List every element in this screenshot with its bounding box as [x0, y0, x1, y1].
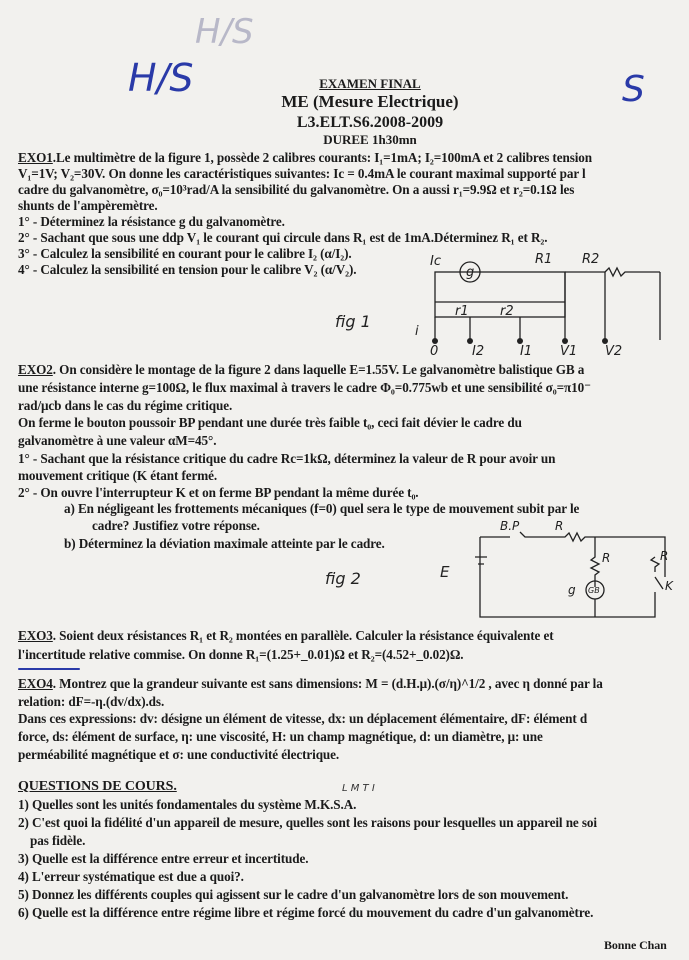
exo2-label: EXO2 — [18, 362, 53, 377]
exo2-text: rad/μcb dans le cas du régime critique. — [18, 398, 233, 413]
handwritten-underline — [18, 668, 80, 670]
exam-title: EXAMEN FINAL — [319, 76, 421, 91]
exo4-text: Dans ces expressions: dv: désigne un élément de vitesse, dx: un déplacement élémentaire, dF: élément d — [18, 711, 588, 726]
fig1-label: I2 — [472, 344, 485, 359]
exam-subject: ME (Mesure Electrique) — [281, 92, 459, 111]
figure-2-circuit — [310, 512, 689, 624]
exo1-q3: 3° - Calculez la sensibilité en courant pour le calibre I₂ (α/I₂). — [18, 246, 352, 261]
exo2-q2: 2° - On ouvre l'interrupteur K et on ferme BP pendant la même durée t₀. — [18, 485, 419, 500]
figure-1-circuit — [320, 247, 689, 360]
exo1-q1: 1° - Déterminez la résistance g du galvanomètre. — [18, 214, 285, 229]
exam-duration: DUREE 1h30mn — [323, 132, 417, 147]
exo2-text: mouvement critique (K étant fermé. — [18, 468, 218, 483]
fig1-label: R1 — [535, 252, 553, 267]
fig2-label: K — [665, 579, 673, 593]
exo3-text: . Soient deux résistances R₁ et R₂ montées en parallèle. Calculer la résistance équivalente et — [52, 628, 554, 643]
question-item: 3) Quelle est la différence entre erreur et incertitude. — [18, 851, 309, 866]
exo4-text: force, ds: élément de surface, η: une viscosité, H: un champ magnétique, d: un diamètre, μ: une — [18, 729, 543, 744]
fig1-caption: fig 1 — [335, 312, 371, 331]
question-item: 5) Donnez les différents couples qui agissent sur le cadre d'un galvanomètre lors de son mouvement. — [18, 887, 569, 902]
exo2-qb: b) Déterminez la déviation maximale atteinte par le cadre. — [64, 536, 385, 551]
fig2-label: R — [660, 549, 669, 563]
questions-title: QUESTIONS DE COURS. — [18, 779, 177, 794]
question-item: pas fidèle. — [30, 833, 86, 848]
fig1-label: I1 — [520, 344, 533, 359]
question-item: 6) Quelle est la différence entre régime libre et régime forcé du mouvement du cadre d'un galvanomètre. — [18, 905, 594, 920]
fig1-label: V1 — [560, 344, 578, 359]
exo1-text: .Le multimètre de la figure 1, possède 2 calibres courants: I₁=1mA; I₂=100mA et 2 calibres tension — [52, 150, 593, 165]
exo2-text: . On considère le montage de la figure 2 dans laquelle E=1.55V. Le galvanomètre balistique GB a — [52, 362, 585, 377]
fig1-label: r2 — [500, 304, 514, 319]
faded-handwritten-mark: H/S — [195, 12, 254, 52]
exo3-text: l'incertitude relative commise. On donne R₁=(1.25+_0.01)Ω et R₂=(4.52+_0.02)Ω. — [18, 647, 464, 662]
exo1-q4: 4° - Calculez la sensibilité en tension pour le calibre V₂ (α/V₂). — [18, 262, 357, 277]
fig1-label: i — [415, 324, 419, 339]
exo1-text: shunts de l'ampèremètre. — [18, 198, 158, 213]
exo4-text: . Montrez que la grandeur suivante est sans dimensions: M = (d.H.μ).(σ/η)^1/2 , avec η donné par la — [52, 676, 603, 691]
fig2-caption: fig 2 — [325, 569, 361, 588]
exo4-text: relation: dF=-η.(dv/dx).ds. — [18, 694, 165, 709]
exo1-q2: 2° - Sachant que sous une ddp V₁ le courant qui circule dans R₁ est de 1mA.Déterminez R₁ et R₂. — [18, 230, 548, 245]
handwritten-mark: H/S — [128, 56, 194, 100]
exam-class: L3.ELT.S6.2008-2009 — [296, 114, 444, 131]
fig1-label: V2 — [605, 344, 623, 359]
handwritten-grade: S — [622, 69, 645, 110]
exo4-text: perméabilité magnétique et σ: une conductivité électrique. — [18, 747, 340, 762]
exo1-text: V₁=1V; V₂=30V. On donne les caractéristiques suivantes: Ic = 0.4mA le courant maximal supporté par l — [18, 166, 586, 181]
question-item: 1) Quelles sont les unités fondamentales du système M.K.S.A. — [18, 797, 357, 812]
exo2-text: On ferme le bouton poussoir BP pendant une durée très faible t₀, ceci fait dévier le cadre du — [18, 415, 522, 430]
fig1-label: R2 — [582, 252, 600, 267]
fig1-label: Ic — [430, 254, 441, 269]
closing-text: Bonne Chan — [604, 938, 667, 952]
fig2-label: GB — [588, 586, 600, 595]
exo1-label: EXO1 — [18, 150, 53, 165]
fig1-label: r1 — [455, 304, 469, 319]
exo2-qa: a) En négligeant les frottements mécaniques (f=0) quel sera le type de mouvement subit par le — [64, 501, 580, 516]
fig1-label: g — [466, 265, 475, 280]
fig2-label: g — [568, 583, 576, 597]
exo2-text: galvanomètre à une valeur αM=45°. — [18, 433, 217, 448]
exo3-label: EXO3 — [18, 628, 53, 643]
fig2-label: R — [555, 519, 564, 533]
exo2-qa: cadre? Justifiez votre réponse. — [92, 518, 260, 533]
exo2-q1: 1° - Sachant que la résistance critique du cadre Rc=1kΩ, déterminez la valeur de R pour avoir un — [18, 451, 556, 466]
exo1-text: cadre du galvanomètre, σ₀=10³rad/A la sensibilité du galvanomètre. On a aussi r₁=9.9Ω et r₂=0.1Ω les — [18, 182, 575, 197]
question-item: 4) L'erreur systématique est due a quoi?. — [18, 869, 244, 884]
fig2-label: E — [440, 563, 450, 581]
question-item: 2) C'est quoi la fidélité d'un appareil de mesure, quelles sont les raisons pour lesquelles un appareil ne soi — [18, 815, 597, 830]
fig2-label: B.P — [500, 519, 520, 533]
fig1-label: 0 — [430, 344, 439, 359]
handwritten-note: L M T I — [342, 783, 375, 794]
exo2-text: une résistance interne g=100Ω, le flux maximal à travers le cadre Φ₀=0.775wb et une sensibilité σ₀=π10⁻ — [18, 380, 591, 395]
exo4-label: EXO4 — [18, 676, 53, 691]
fig2-label: R — [602, 551, 611, 565]
